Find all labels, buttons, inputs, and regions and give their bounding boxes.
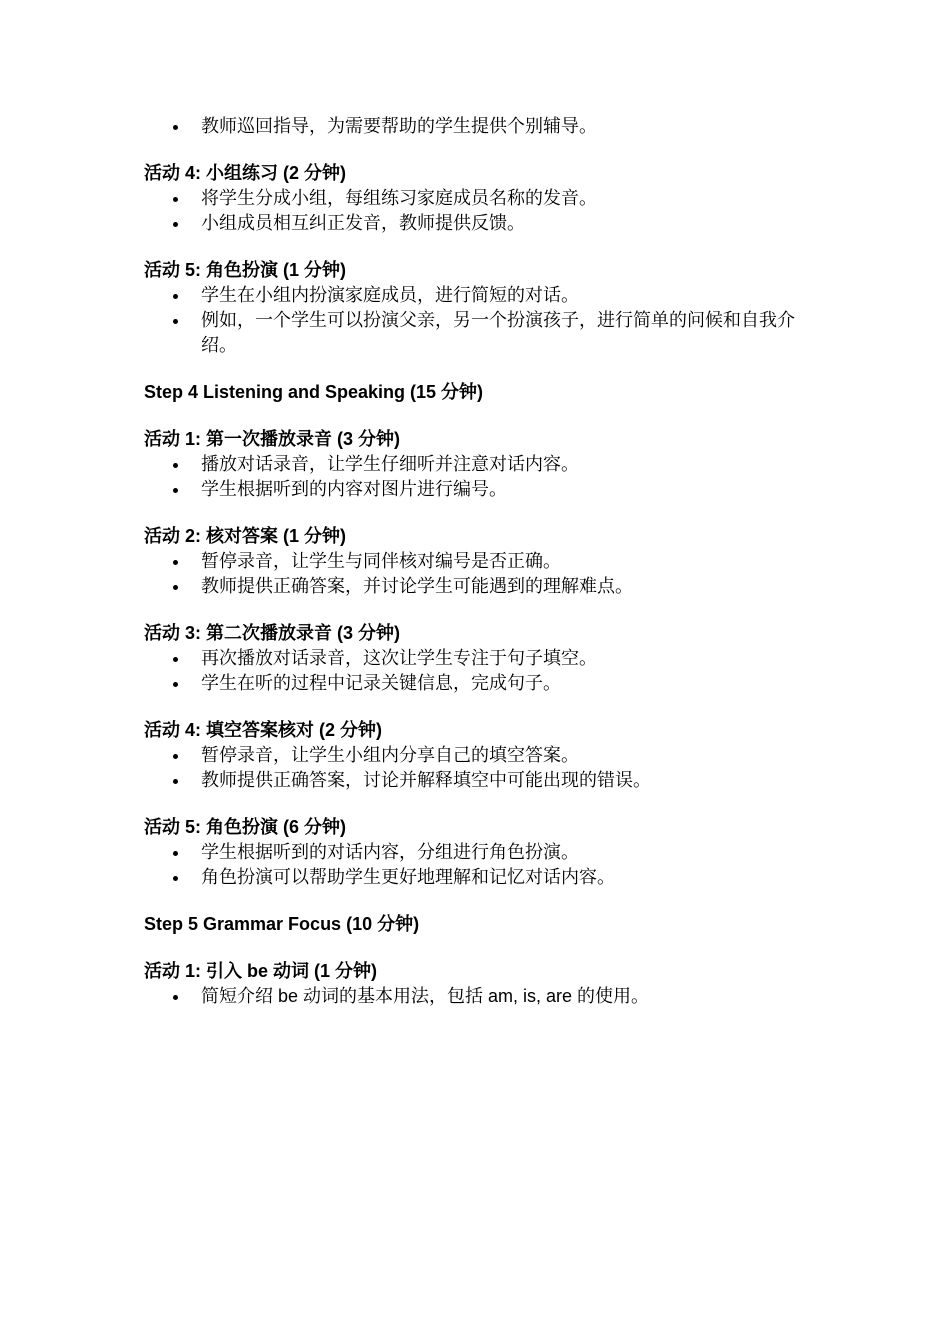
list-item: [144, 574, 824, 599]
list-item: [144, 452, 824, 477]
bullet-list: [144, 114, 824, 139]
list-item-text: 教师提供正确答案，并讨论学生可能遇到的理解难点。: [201, 576, 633, 596]
section-heading: 活动 5: 角色扮演 (6 分钟): [144, 817, 347, 837]
list-item: [144, 743, 824, 768]
section-heading: 活动 3: 第二次播放录音 (3 分钟): [144, 623, 401, 643]
list-item: [144, 984, 824, 1009]
bullet-list: [144, 984, 824, 1009]
bullet-icon: [173, 463, 178, 468]
bullet-icon: [173, 657, 178, 662]
list-item: [144, 283, 824, 308]
section-heading: 活动 4: 小组练习 (2 分钟): [144, 163, 347, 183]
list-item-text: 暂停录音，让学生与同伴核对编号是否正确。: [201, 551, 561, 571]
bullet-icon: [173, 488, 178, 493]
bullet-icon: [173, 682, 178, 687]
bullet-list: [144, 186, 824, 236]
bullet-icon: [173, 754, 178, 759]
section-heading: 活动 1: 第一次播放录音 (3 分钟): [144, 429, 401, 449]
list-item-text: 教师提供正确答案，讨论并解释填空中可能出现的错误。: [201, 770, 651, 790]
section-heading: 活动 5: 角色扮演 (1 分钟): [144, 260, 347, 280]
list-item-text: 简短介绍 be 动词的基本用法，包括 am, is, are 的使用。: [201, 986, 650, 1006]
list-item: [144, 768, 824, 793]
section-heading: 活动 4: 填空答案核对 (2 分钟): [144, 720, 383, 740]
list-item-text: 小组成员相互纠正发音，教师提供反馈。: [201, 213, 525, 233]
section-heading: Step 5 Grammar Focus (10 分钟): [144, 914, 420, 934]
bullet-icon: [173, 560, 178, 565]
section-heading: Step 4 Listening and Speaking (15 分钟): [144, 382, 484, 402]
list-item-text: 角色扮演可以帮助学生更好地理解和记忆对话内容。: [201, 867, 615, 887]
bullet-list: [144, 743, 824, 793]
bullet-icon: [173, 851, 178, 856]
list-item-text: 将学生分成小组，每组练习家庭成员名称的发音。: [201, 188, 597, 208]
section-heading: 活动 2: 核对答案 (1 分钟): [144, 526, 347, 546]
list-item: [144, 308, 824, 358]
list-item: [144, 671, 824, 696]
bullet-list: [144, 646, 824, 696]
bullet-icon: [173, 876, 178, 881]
bullet-icon: [173, 995, 178, 1000]
bullet-icon: [173, 319, 178, 324]
list-item-text: 学生根据听到的内容对图片进行编号。: [201, 479, 507, 499]
bullet-list: [144, 840, 824, 890]
list-item-text: 暂停录音，让学生小组内分享自己的填空答案。: [201, 745, 579, 765]
bullet-list: [144, 452, 824, 502]
list-item: [144, 114, 824, 139]
section-heading: 活动 1: 引入 be 动词 (1 分钟): [144, 961, 378, 981]
list-item-text: 再次播放对话录音，这次让学生专注于句子填空。: [201, 648, 597, 668]
list-item: [144, 646, 824, 671]
list-item-text: 学生在小组内扮演家庭成员，进行简短的对话。: [201, 285, 579, 305]
list-item-text: 播放对话录音，让学生仔细听并注意对话内容。: [201, 454, 579, 474]
bullet-icon: [173, 779, 178, 784]
list-item: [144, 840, 824, 865]
list-item-text: 学生根据听到的对话内容，分组进行角色扮演。: [201, 842, 579, 862]
bullet-icon: [173, 125, 178, 130]
list-item-text: 学生在听的过程中记录关键信息，完成句子。: [201, 673, 561, 693]
list-item: [144, 865, 824, 890]
bullet-icon: [173, 585, 178, 590]
list-item-text: 例如，一个学生可以扮演父亲，另一个扮演孩子，进行简单的问候和自我介绍。: [201, 310, 795, 355]
list-item: [144, 186, 824, 211]
list-item: [144, 549, 824, 574]
list-item: [144, 477, 824, 502]
document-body: [144, 114, 824, 1009]
bullet-list: [144, 549, 824, 599]
bullet-icon: [173, 294, 178, 299]
bullet-list: [144, 283, 824, 358]
bullet-icon: [173, 222, 178, 227]
list-item: [144, 211, 824, 236]
bullet-icon: [173, 197, 178, 202]
list-item-text: 教师巡回指导，为需要帮助的学生提供个别辅导。: [201, 116, 597, 136]
